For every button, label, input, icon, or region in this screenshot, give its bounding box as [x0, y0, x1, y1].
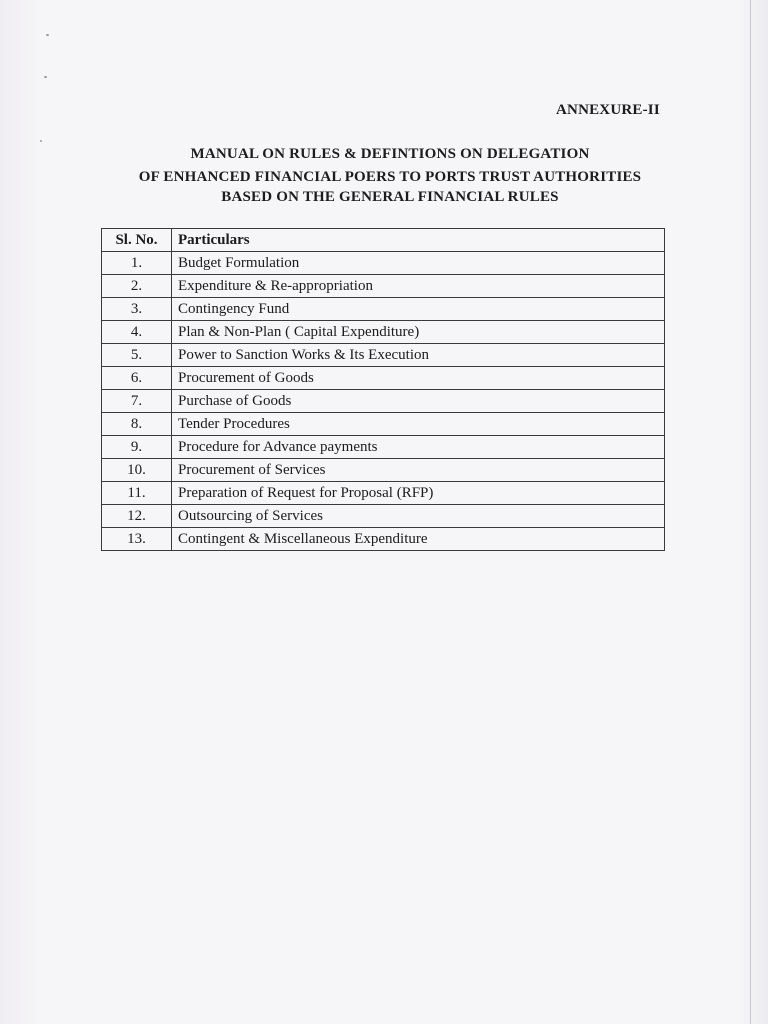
particular-cell: Contingent & Miscellaneous Expenditure — [172, 528, 665, 551]
table-row — [102, 344, 665, 367]
serial-number-cell: 1. — [102, 252, 172, 275]
document-title-line-3: BASED ON THE GENERAL FINANCIAL RULES — [221, 189, 559, 205]
table-row — [102, 459, 665, 482]
scan-speck — [40, 140, 42, 142]
serial-number-cell: 3. — [102, 298, 172, 321]
particular-cell: Contingency Fund — [172, 298, 665, 321]
serial-number-cell: 8. — [102, 413, 172, 436]
table-row — [102, 252, 665, 275]
scan-speck — [46, 34, 49, 36]
annexure-label: ANNEXURE-II — [556, 102, 660, 118]
serial-number-cell: 7. — [102, 390, 172, 413]
particular-cell: Plan & Non-Plan ( Capital Expenditure) — [172, 321, 665, 344]
contents-table — [101, 228, 665, 551]
serial-number-cell: 2. — [102, 275, 172, 298]
table-row — [102, 390, 665, 413]
particular-cell: Procedure for Advance payments — [172, 436, 665, 459]
particulars-header: Particulars — [172, 229, 665, 252]
serial-number-cell: 12. — [102, 505, 172, 528]
serial-number-cell: 6. — [102, 367, 172, 390]
document-title-line-2: OF ENHANCED FINANCIAL POERS TO PORTS TRUST AUTHORITIES — [138, 169, 642, 185]
particular-cell: Procurement of Services — [172, 459, 665, 482]
serial-number-cell: 4. — [102, 321, 172, 344]
table-row — [102, 505, 665, 528]
table-row — [102, 436, 665, 459]
particular-cell: Purchase of Goods — [172, 390, 665, 413]
table-row — [102, 528, 665, 551]
serial-number-cell: 13. — [102, 528, 172, 551]
table-row — [102, 367, 665, 390]
serial-number-cell: 11. — [102, 482, 172, 505]
particular-cell: Outsourcing of Services — [172, 505, 665, 528]
particular-cell: Tender Procedures — [172, 413, 665, 436]
table-row — [102, 298, 665, 321]
serial-number-cell: 10. — [102, 459, 172, 482]
particular-cell: Procurement of Goods — [172, 367, 665, 390]
serial-number-cell: 5. — [102, 344, 172, 367]
particular-cell: Budget Formulation — [172, 252, 665, 275]
serial-number-cell: 9. — [102, 436, 172, 459]
scan-speck — [44, 76, 47, 78]
table-row — [102, 275, 665, 298]
table-row — [102, 321, 665, 344]
document-title-line-1: MANUAL ON RULES & DEFINTIONS ON DELEGATION — [190, 146, 590, 162]
table-header-row — [102, 229, 665, 252]
table-row — [102, 413, 665, 436]
particular-cell: Expenditure & Re-appropriation — [172, 275, 665, 298]
particular-cell: Preparation of Request for Proposal (RFP) — [172, 482, 665, 505]
serial-number-header: Sl. No. — [102, 229, 172, 252]
table-row — [102, 482, 665, 505]
particular-cell: Power to Sanction Works & Its Execution — [172, 344, 665, 367]
